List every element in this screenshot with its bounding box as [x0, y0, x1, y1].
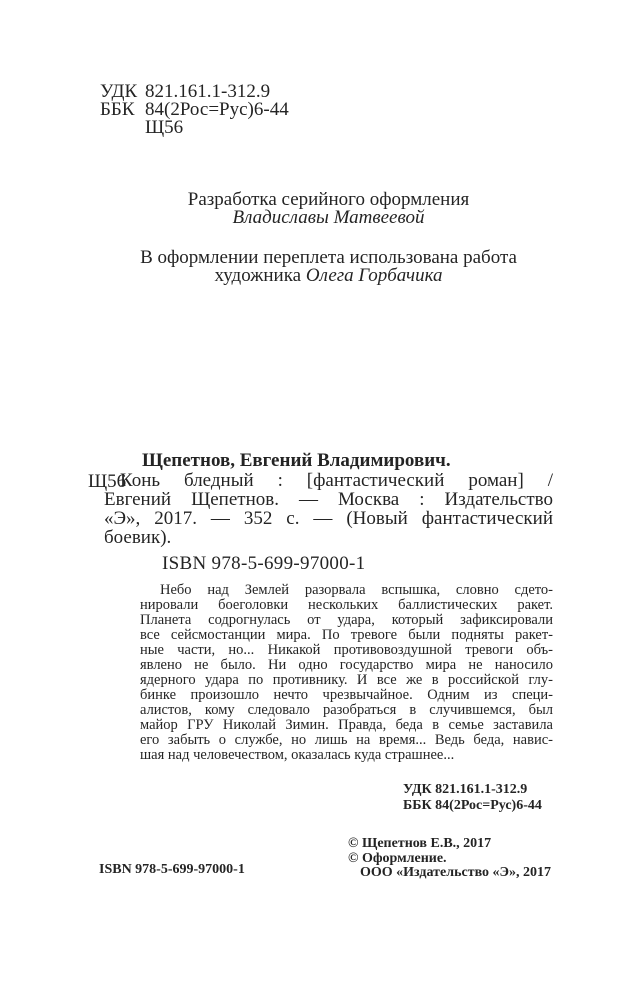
isbn-bottom: ISBN 978-5-699-97000-1	[99, 862, 245, 877]
author-sign-card: Щ56	[88, 471, 127, 492]
annotation	[140, 583, 553, 763]
annotation-line: его забыть о службе, но лишь на время... Ведь беда, навис-	[140, 732, 553, 748]
annotation-line: бинке произошло нечто чрезвычайное. Одним из специ-	[140, 687, 553, 703]
catalog-card-description	[104, 471, 553, 547]
bottom-bibliographic-codes	[403, 782, 542, 813]
series-designer-name: Владиславы Матвеевой	[232, 207, 425, 228]
bbk-label: ББК	[100, 99, 135, 120]
udk-label: УДК	[100, 81, 138, 102]
card-line: боевик).	[104, 527, 172, 548]
top-bibliographic-codes	[100, 83, 289, 137]
bbk-bottom: ББК 84(2Рос=Рус)6-44	[403, 797, 542, 813]
annotation-line: Небо над Землей разорвала вспышка, словно сдето-	[160, 582, 553, 598]
bbk-row	[100, 101, 289, 119]
card-line: Евгений Щепетнов. — Москва : Издательство	[104, 489, 553, 510]
annotation-line: шая над человечеством, оказалась куда страшнее...	[140, 747, 455, 763]
udk-bottom: УДК 821.161.1-312.9	[403, 782, 528, 797]
cover-artist-name: Олега Горбачика	[305, 265, 443, 286]
bbk-value: 84(2Рос=Рус)6-44	[145, 99, 289, 120]
cover-artist-prefix: художника	[214, 265, 306, 286]
series-design-line: Разработка серийного оформления	[187, 189, 470, 210]
cover-art-line: В оформлении переплета использована работа	[140, 247, 517, 268]
card-line: «Э», 2017. — 352 с. — (Новый фантастический	[104, 508, 553, 529]
annotation-line: нировали боеголовки нескольких баллистических ракет.	[140, 597, 553, 613]
copyright-block	[348, 837, 551, 881]
author-sign-row	[100, 119, 289, 137]
design-credits	[104, 191, 553, 285]
author-heading: Щепетнов, Евгений Владимирович.	[142, 450, 451, 471]
annotation-line: Планета содрогнулась от удара, который зафиксировали	[140, 612, 553, 628]
annotation-line: ядерного удара по противнику. И все же в российской глу-	[140, 672, 553, 688]
credits-gap	[104, 227, 553, 249]
copyright-design: © Оформление.	[348, 850, 447, 866]
isbn-main: ISBN 978-5-699-97000-1	[162, 553, 366, 574]
annotation-line: алистов, кому следовало разобраться в случившемся, был	[140, 702, 553, 718]
copyright-publisher: ООО «Издательство «Э», 2017	[360, 865, 552, 880]
udk-value: 821.161.1-312.9	[145, 81, 271, 102]
card-line: Конь бледный : [фантастический роман] /	[120, 470, 553, 491]
cover-artist-line	[104, 267, 553, 285]
annotation-line: майор ГРУ Николай Зимин. Правда, беда в семье заставила	[140, 717, 553, 733]
copyright-author: © Щепетнов Е.В., 2017	[348, 836, 492, 851]
annotation-line: ные части, но... Никакой противовоздушной тревоги объ-	[140, 642, 553, 658]
annotation-line: явлено не было. Ни одно государство мира не наносило	[140, 657, 553, 673]
annotation-line: все сейсмостанции мира. По тревоге были подняты ракет-	[140, 627, 553, 643]
author-sign-top: Щ56	[145, 117, 184, 138]
